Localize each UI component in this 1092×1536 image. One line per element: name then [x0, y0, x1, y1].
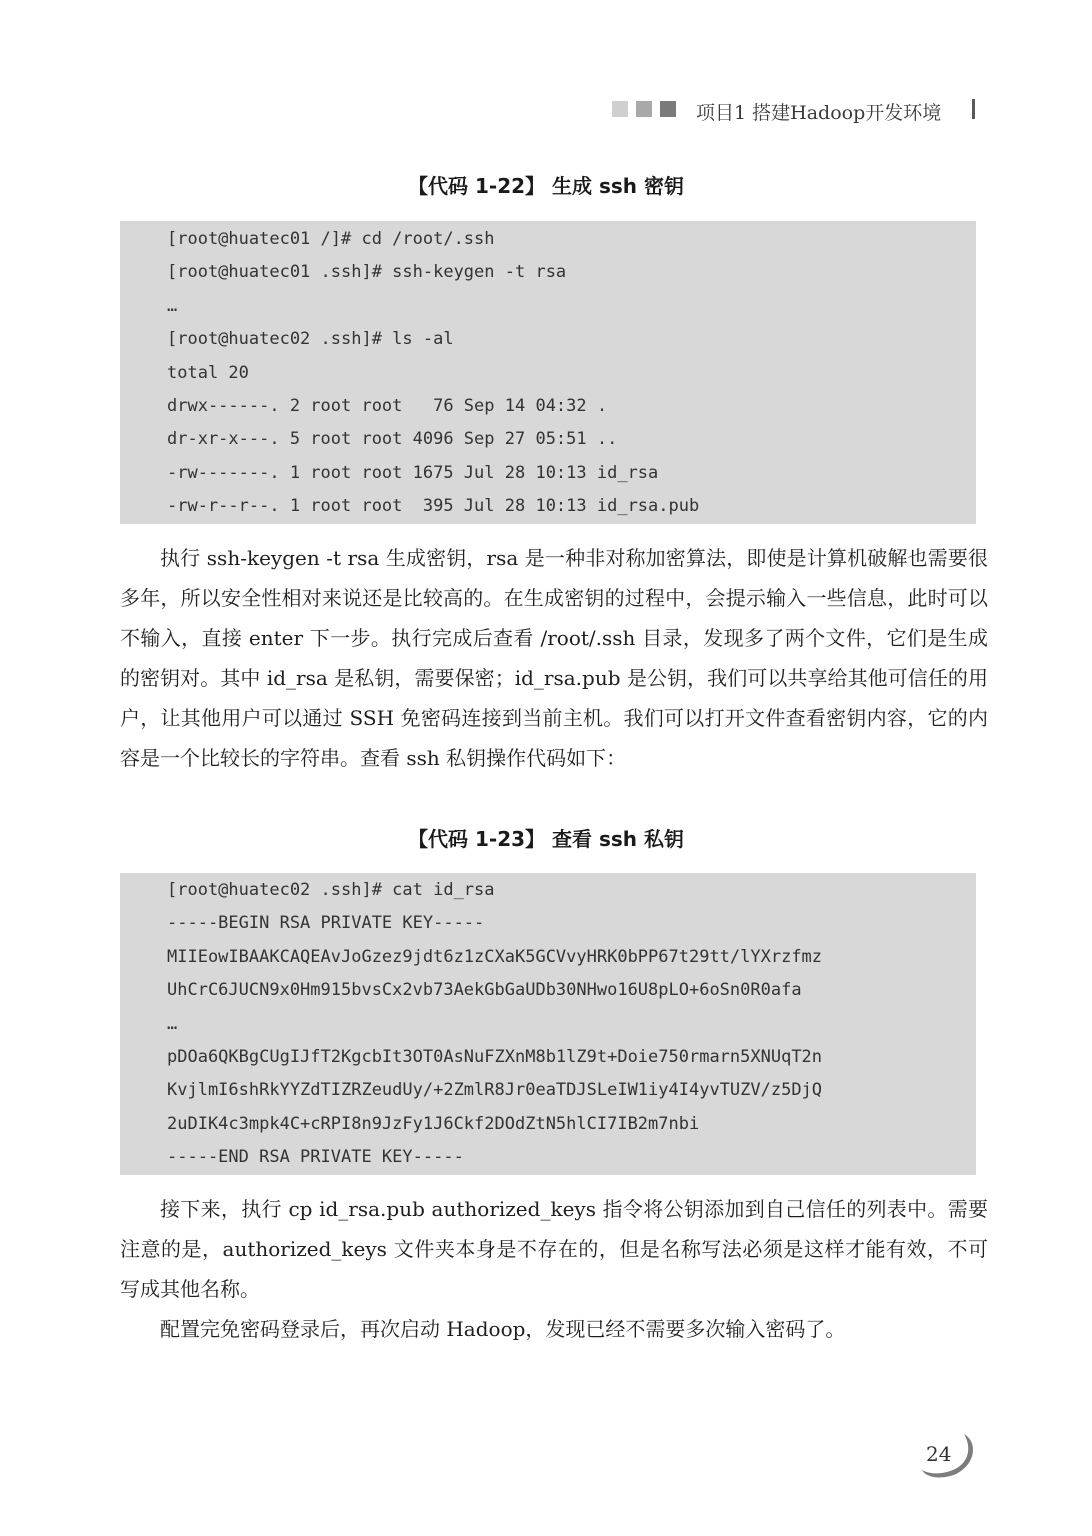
code-caption-1-22: 【代码 1-22】 生成 ssh 密钥 [408, 174, 684, 198]
body-paragraph-2 [120, 1189, 988, 1349]
code-line: KvjlmI6shRkYYZdTIZRZeudUy/+2ZmlR8Jr0eaTDJSLeIW1iy4I4yvTUZV/z5DjQ [167, 1080, 823, 1101]
header-square-light [612, 101, 628, 117]
running-header [0, 98, 1092, 126]
header-bar [972, 99, 975, 119]
code-line: drwx------. 2 root root 76 Sep 14 04:32 . [167, 395, 608, 416]
code-line: total 20 [167, 362, 249, 383]
body-paragraph-1 [120, 538, 988, 778]
code-line: [root@huatec01 .ssh]# ssh-keygen -t rsa [167, 262, 567, 283]
page-number-text: 24 [926, 1442, 952, 1466]
paragraph-text: 配置完免密码登录后，再次启动 Hadoop，发现已经不需要多次输入密码了。 [160, 1317, 846, 1341]
code-block-1-22 [120, 221, 976, 524]
code-line: 2uDIK4c3mpk4C+cRPI8n9JzFy1J6Ckf2DOdZtN5hlCI7IB2m7nbi [167, 1113, 700, 1134]
code-line: -----END RSA PRIVATE KEY----- [167, 1147, 464, 1168]
header-square-mid [636, 101, 652, 117]
code-line: -----BEGIN RSA PRIVATE KEY----- [167, 913, 485, 934]
page-number [918, 1432, 978, 1480]
header-square-dark [660, 101, 676, 117]
code-line: dr-xr-x---. 5 root root 4096 Sep 27 05:51 .. [167, 429, 618, 450]
code-line: UhCrC6JUCN9x0Hm915bvsCx2vb73AekGbGaUDb30NHwo16U8pLO+6oSn0R0afa [167, 980, 802, 1001]
code-line: MIIEowIBAAKCAQEAvJoGzez9jdt6z1zCXaK5GCVvyHRK0bPP67t29tt/lYXrzfmz [167, 946, 823, 967]
code-caption-1-23: 【代码 1-23】 查看 ssh 私钥 [408, 827, 684, 851]
header-title: 项目1 搭建Hadoop开发环境 [696, 102, 942, 124]
code-block-1-23 [120, 873, 976, 1175]
code-line: pDOa6QKBgCUgIJfT2KgcbIt3OT0AsNuFZXnM8b1lZ9t+Doie750rmarn5XNUqT2n [167, 1046, 823, 1067]
paragraph-text: 接下来，执行 cp id_rsa.pub authorized_keys 指令将公钥添加到自己信任的列表中。需要注意的是，authorized_keys 文件夹本身是不存在的，但是名称写法必须是这样才能有效，不可写成其他名称。 [120, 1197, 988, 1301]
code-line: -rw-r--r--. 1 root root 395 Jul 28 10:13 id_rsa.pub [167, 496, 700, 517]
code-line: [root@huatec01 /]# cd /root/.ssh [167, 229, 495, 249]
paragraph-text: 执行 ssh-keygen -t rsa 生成密钥，rsa 是一种非对称加密算法，即使是计算机破解也需要很多年，所以安全性相对来说还是比较高的。在生成密钥的过程中，会提示输入一些信息，此时可以不输入，直接 enter 下一步。执行完成后查看 /root/.ssh 目录，发现多了两个文件，它们是生成的密钥对。其中 id_rsa 是私钥，需要保密；id_rsa.pub 是公钥，我们可以共享给其他可信任的用户，让其他用户可以通过 SSH 免密码连接到当前主机。我们可以打开文件查看密钥内容，它的内容是一个比较长的字符串。查看 ssh 私钥操作代码如下： [120, 546, 988, 770]
code-line: [root@huatec02 .ssh]# cat id_rsa [167, 880, 495, 900]
code-line: [root@huatec02 .ssh]# ls -al [167, 329, 454, 350]
code-line: … [167, 1013, 178, 1034]
code-line: -rw-------. 1 root root 1675 Jul 28 10:13 id_rsa [167, 462, 659, 483]
code-line: … [167, 295, 178, 316]
